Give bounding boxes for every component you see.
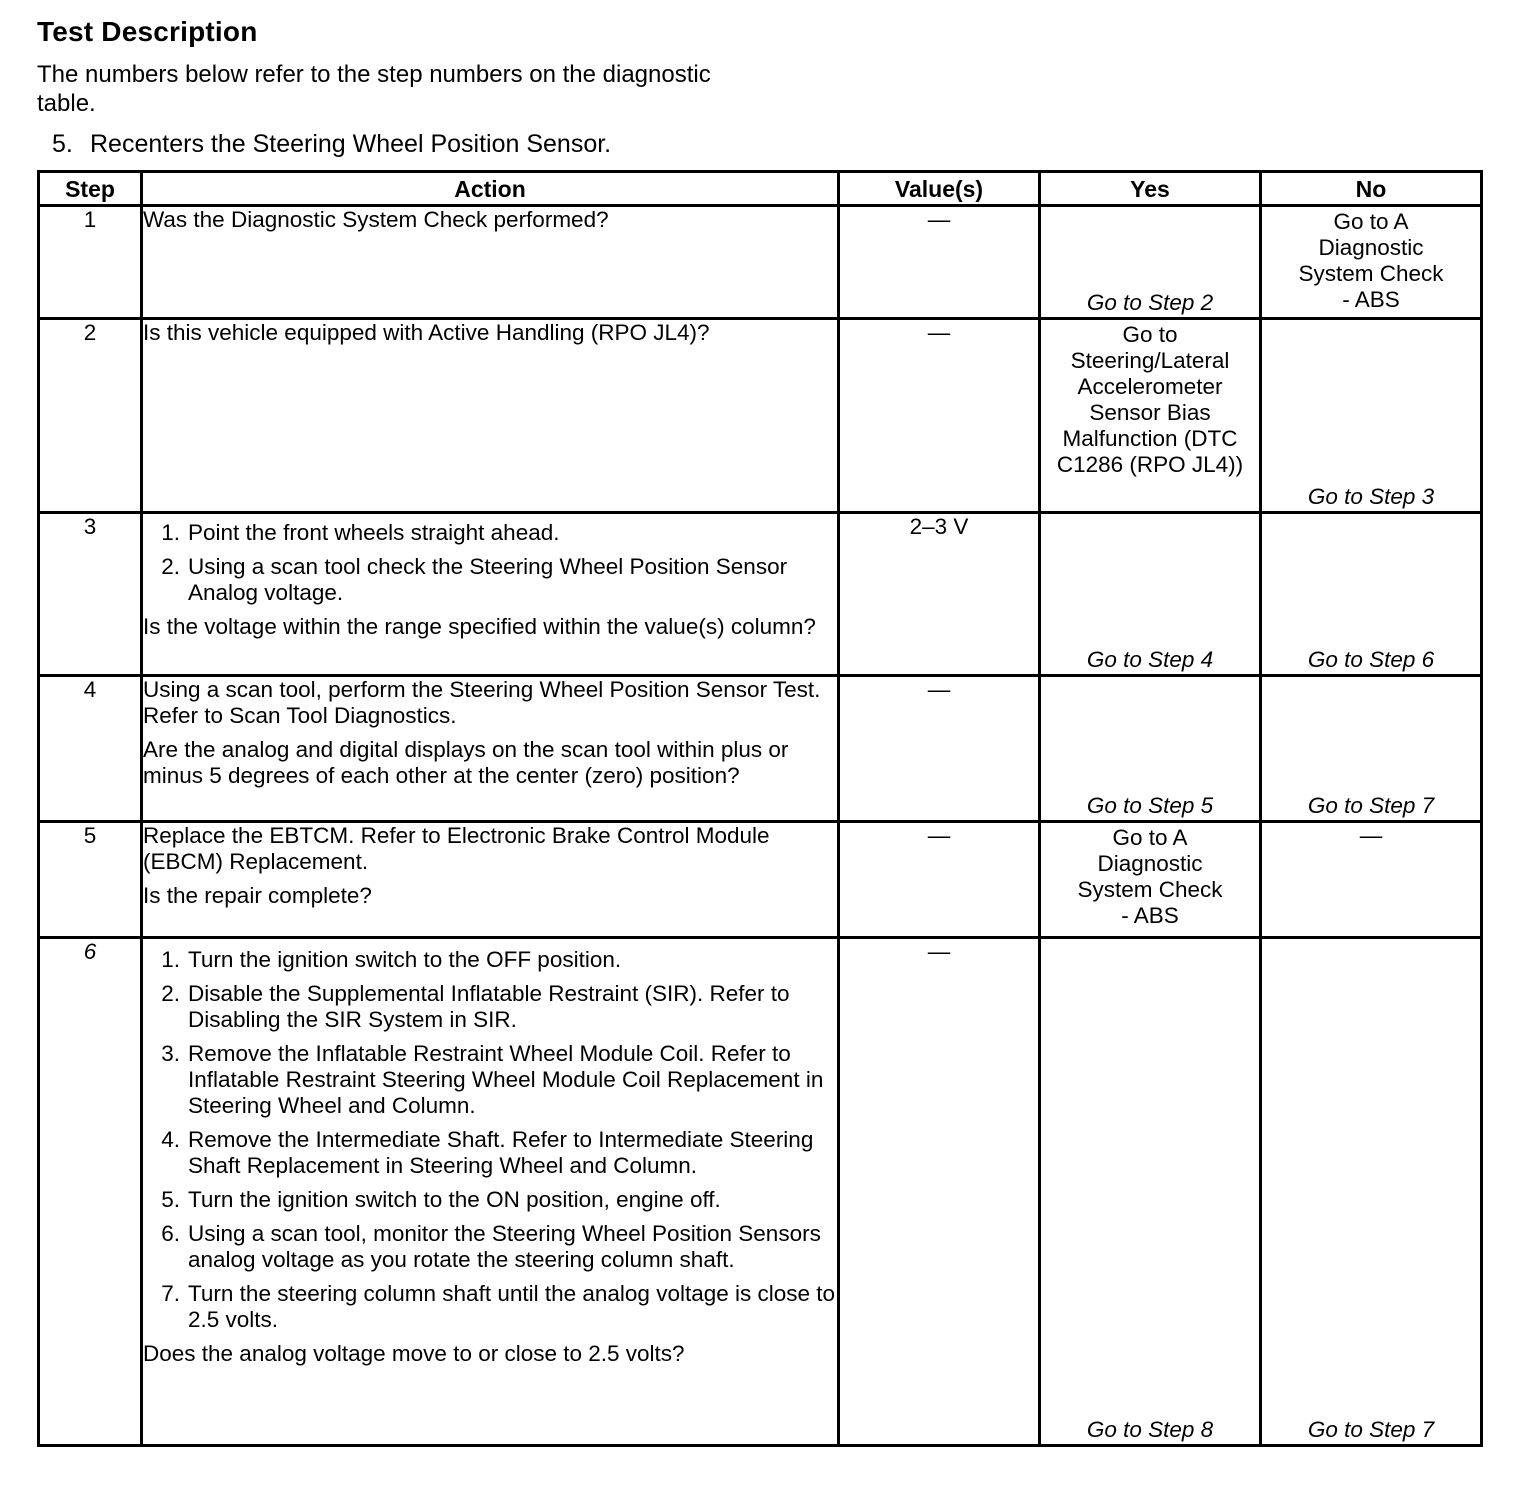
list-item-number: 3.: [161, 1041, 180, 1066]
list-item: [143, 520, 837, 546]
yes-link[interactable]: Go to A Diagnostic System Check - ABS: [1077, 825, 1223, 928]
no-link[interactable]: Go to Step 6: [1307, 647, 1435, 672]
action-cell: [142, 676, 839, 822]
action-list: [143, 947, 837, 1333]
step-number: 5: [39, 822, 142, 938]
action-cell: [142, 938, 839, 1446]
action-cell: [142, 319, 839, 513]
table-header-row: [39, 172, 1482, 206]
list-item-number: 4.: [161, 1127, 180, 1152]
list-item-text: Turn the ignition switch to the OFF position.: [188, 947, 622, 972]
yes-cell: [1040, 319, 1261, 513]
value-cell: —: [839, 319, 1040, 513]
yes-link[interactable]: Go to Step 5: [1086, 793, 1214, 818]
list-item-text: Remove the Intermediate Shaft. Refer to Intermediate Steering Shaft Replacement in Steering Wheel and Column.: [188, 1127, 814, 1178]
list-item-text: Turn the ignition switch to the ON position, engine off.: [188, 1187, 721, 1212]
list-item-text: Turn the steering column shaft until the analog voltage is close to 2.5 volts.: [188, 1281, 836, 1332]
step-note-text: Recenters the Steering Wheel Position Sensor.: [90, 130, 612, 158]
action-question: Is the repair complete?: [143, 883, 372, 908]
column-header-step: Step: [39, 172, 142, 206]
yes-cell: [1040, 513, 1261, 676]
list-item: [143, 1187, 837, 1213]
list-item-number: 1.: [161, 520, 180, 545]
action-text: Using a scan tool, perform the Steering Wheel Position Sensor Test. Refer to Scan Tool Diagnostics.: [143, 677, 821, 728]
list-item: [143, 1221, 837, 1273]
action-cell: [142, 513, 839, 676]
table-row: [39, 206, 1482, 319]
action-question: Are the analog and digital displays on the scan tool within plus or minus 5 degrees of each other at the center (zero) position?: [143, 737, 789, 788]
action-list: [143, 520, 837, 606]
list-item: [143, 947, 837, 973]
no-link[interactable]: Go to Step 7: [1307, 1417, 1435, 1442]
action-cell: [142, 206, 839, 319]
list-item-number: 1.: [161, 947, 180, 972]
value-cell: —: [839, 206, 1040, 319]
no-cell: [1261, 676, 1482, 822]
table-row: [39, 938, 1482, 1446]
yes-cell: [1040, 822, 1261, 938]
yes-link[interactable]: Go to Step 8: [1086, 1417, 1214, 1442]
value-cell: 2–3 V: [839, 513, 1040, 676]
no-cell: —: [1261, 822, 1482, 938]
list-item-text: Remove the Inflatable Restraint Wheel Module Coil. Refer to Inflatable Restraint Steering Wheel Module Coil Replacement in Steering Wheel and Column.: [188, 1041, 824, 1118]
list-item: [143, 554, 837, 606]
list-item-number: 2.: [161, 554, 180, 579]
list-item-text: Using a scan tool, monitor the Steering Wheel Position Sensors analog voltage as you rotate the steering column shaft.: [188, 1221, 821, 1272]
value-cell: —: [839, 822, 1040, 938]
list-item: [143, 981, 837, 1033]
yes-link[interactable]: Go to Step 2: [1086, 290, 1214, 315]
yes-cell: [1040, 938, 1261, 1446]
value-cell: —: [839, 938, 1040, 1446]
intro-text: The numbers below refer to the step numbers on the diagnostic table.: [37, 61, 711, 117]
list-item: [143, 1041, 837, 1119]
diagnostic-table: [37, 170, 1483, 1447]
no-cell: [1261, 513, 1482, 676]
action-question: Does the analog voltage move to or close to 2.5 volts?: [143, 1341, 685, 1366]
table-row: [39, 676, 1482, 822]
table-row: [39, 822, 1482, 938]
column-header-action: Action: [142, 172, 839, 206]
table-row: [39, 319, 1482, 513]
action-question: Is the voltage within the range specified within the value(s) column?: [143, 614, 816, 639]
list-item-number: 6.: [161, 1221, 180, 1246]
step-number: 3: [39, 513, 142, 676]
list-item-number: 2.: [161, 981, 180, 1006]
step-number: 6: [39, 938, 142, 1446]
no-link[interactable]: Go to Step 3: [1307, 484, 1435, 509]
yes-cell: [1040, 676, 1261, 822]
value-cell: —: [839, 676, 1040, 822]
no-link[interactable]: Go to A Diagnostic System Check - ABS: [1298, 209, 1444, 312]
step-number: 2: [39, 319, 142, 513]
list-item-number: 7.: [161, 1281, 180, 1306]
list-item-text: Disable the Supplemental Inflatable Restraint (SIR). Refer to Disabling the SIR System in SIR.: [188, 981, 790, 1032]
no-cell: [1261, 206, 1482, 319]
table-row: [39, 513, 1482, 676]
list-item-text: Point the front wheels straight ahead.: [188, 520, 560, 545]
no-cell: [1261, 319, 1482, 513]
yes-link[interactable]: Go to Step 4: [1086, 647, 1214, 672]
yes-cell: [1040, 206, 1261, 319]
page-title: Test Description: [37, 16, 258, 47]
column-header-values: Value(s): [839, 172, 1040, 206]
step-number: 1: [39, 206, 142, 319]
column-header-yes: Yes: [1040, 172, 1261, 206]
no-link[interactable]: Go to Step 7: [1307, 793, 1435, 818]
step-number: 4: [39, 676, 142, 822]
action-text: Is this vehicle equipped with Active Handling (RPO JL4)?: [143, 320, 710, 345]
yes-link[interactable]: Go to Steering/Lateral Accelerometer Sensor Bias Malfunction (DTC C1286 (RPO JL4)): [1056, 322, 1244, 477]
column-header-no: No: [1261, 172, 1482, 206]
step-note: [52, 130, 611, 159]
action-text: Was the Diagnostic System Check performed?: [143, 207, 609, 232]
list-item-text: Using a scan tool check the Steering Wheel Position Sensor Analog voltage.: [188, 554, 788, 605]
step-note-number: 5.: [52, 130, 73, 158]
list-item: [143, 1127, 837, 1179]
action-cell: [142, 822, 839, 938]
list-item-number: 5.: [161, 1187, 180, 1212]
list-item: [143, 1281, 837, 1333]
action-text: Replace the EBTCM. Refer to Electronic Brake Control Module (EBCM) Replacement.: [143, 823, 770, 874]
no-cell: [1261, 938, 1482, 1446]
